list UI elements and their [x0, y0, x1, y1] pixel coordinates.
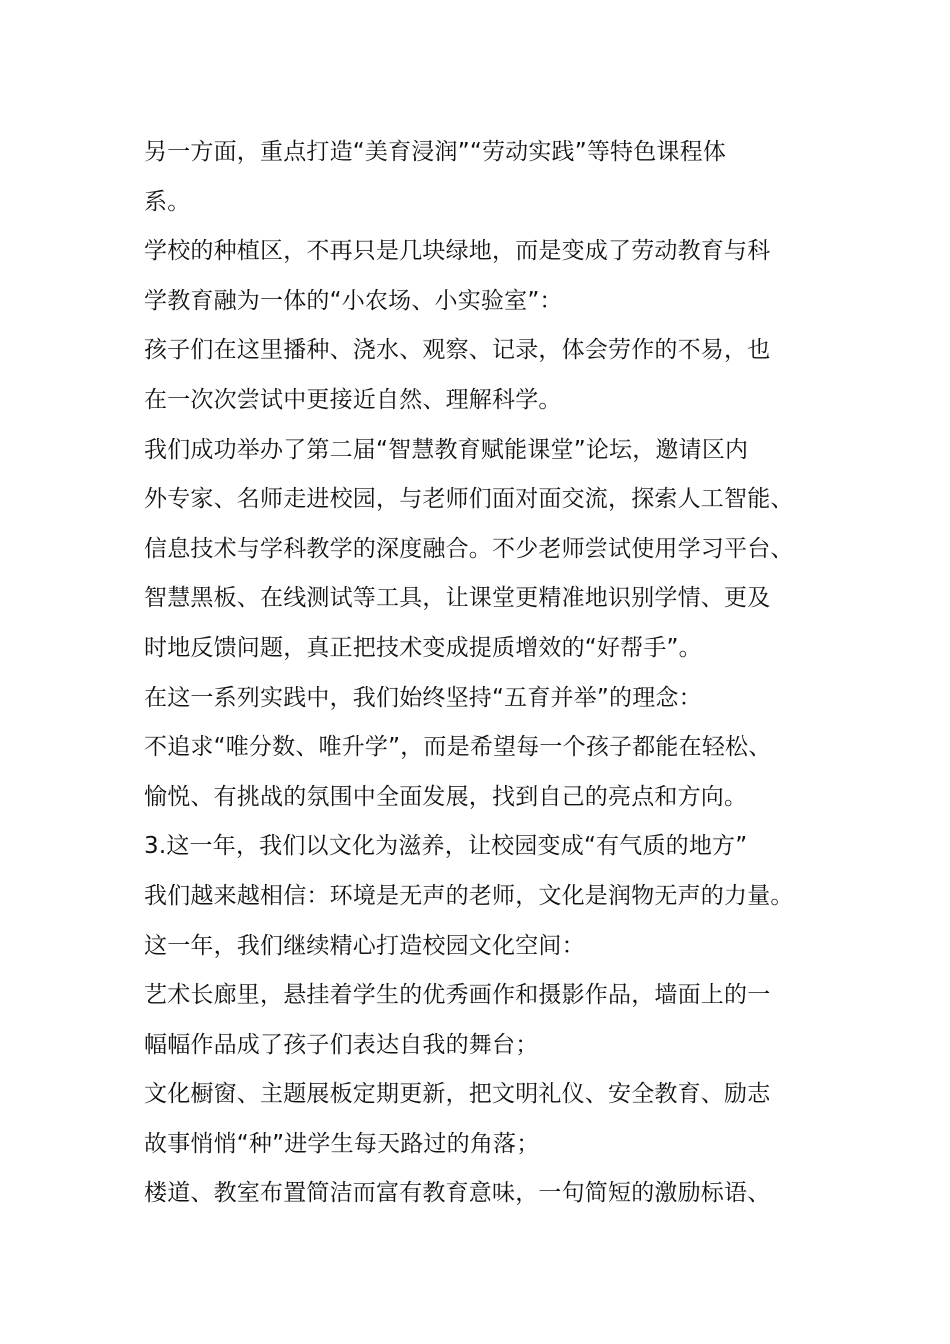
text-line: 幅幅作品成了孩子们表达自我的舞台；	[144, 1031, 539, 1058]
text-line: 信息技术与学科教学的深度融合。不少老师尝试使用学习平台、	[144, 535, 794, 562]
text-line: 系。	[144, 188, 191, 215]
text-line: 艺术长廊里，悬挂着学生的优秀画作和摄影作品，墙面上的一	[144, 982, 771, 1009]
text-line: 不追求“唯分数、唯升学”，而是希望每一个孩子都能在轻松、	[144, 734, 772, 761]
text-line: 我们成功举办了第二届“智慧教育赋能课堂”论坛，邀请区内	[144, 436, 749, 463]
text-line: 学校的种植区，不再只是几块绿地，而是变成了劳动教育与科	[144, 238, 771, 265]
text-line: 智慧黑板、在线测试等工具，让课堂更精准地识别学情、更及	[144, 585, 771, 612]
text-line: 在一次次尝试中更接近自然、理解科学。	[144, 386, 562, 413]
text-line: 学教育融为一体的“小农场、小实验室”：	[144, 287, 563, 314]
section-heading: 3.这一年，我们以文化为滋养，让校园变成“有气质的地方”	[144, 833, 748, 860]
text-line: 在这一系列实践中，我们始终坚持“五育并举”的理念：	[144, 684, 702, 711]
text-line: 文化橱窗、主题展板定期更新，把文明礼仪、安全教育、励志	[144, 1081, 771, 1108]
text-line: 这一年，我们继续精心打造校园文化空间：	[144, 932, 585, 959]
text-line: 愉悦、有挑战的氛围中全面发展，找到自己的亮点和方向。	[144, 783, 748, 810]
text-line: 我们越来越相信：环境是无声的老师，文化是润物无声的力量。	[144, 882, 794, 909]
text-line: 时地反馈问题，真正把技术变成提质增效的“好帮手”。	[144, 634, 702, 661]
text-line: 另一方面，重点打造“美育浸润”“劳动实践”等特色课程体	[144, 139, 727, 165]
text-line: 楼道、教室布置简洁而富有教育意味，一句简短的激励标语、	[144, 1180, 771, 1207]
text-line: 孩子们在这里播种、浇水、观察、记录，体会劳作的不易，也	[144, 337, 771, 364]
text-line: 故事悄悄“种”进学生每天路过的角落；	[144, 1130, 540, 1157]
document-body	[144, 128, 834, 1219]
text-line: 外专家、名师走进校园，与老师们面对面交流，探索人工智能、	[144, 486, 794, 513]
